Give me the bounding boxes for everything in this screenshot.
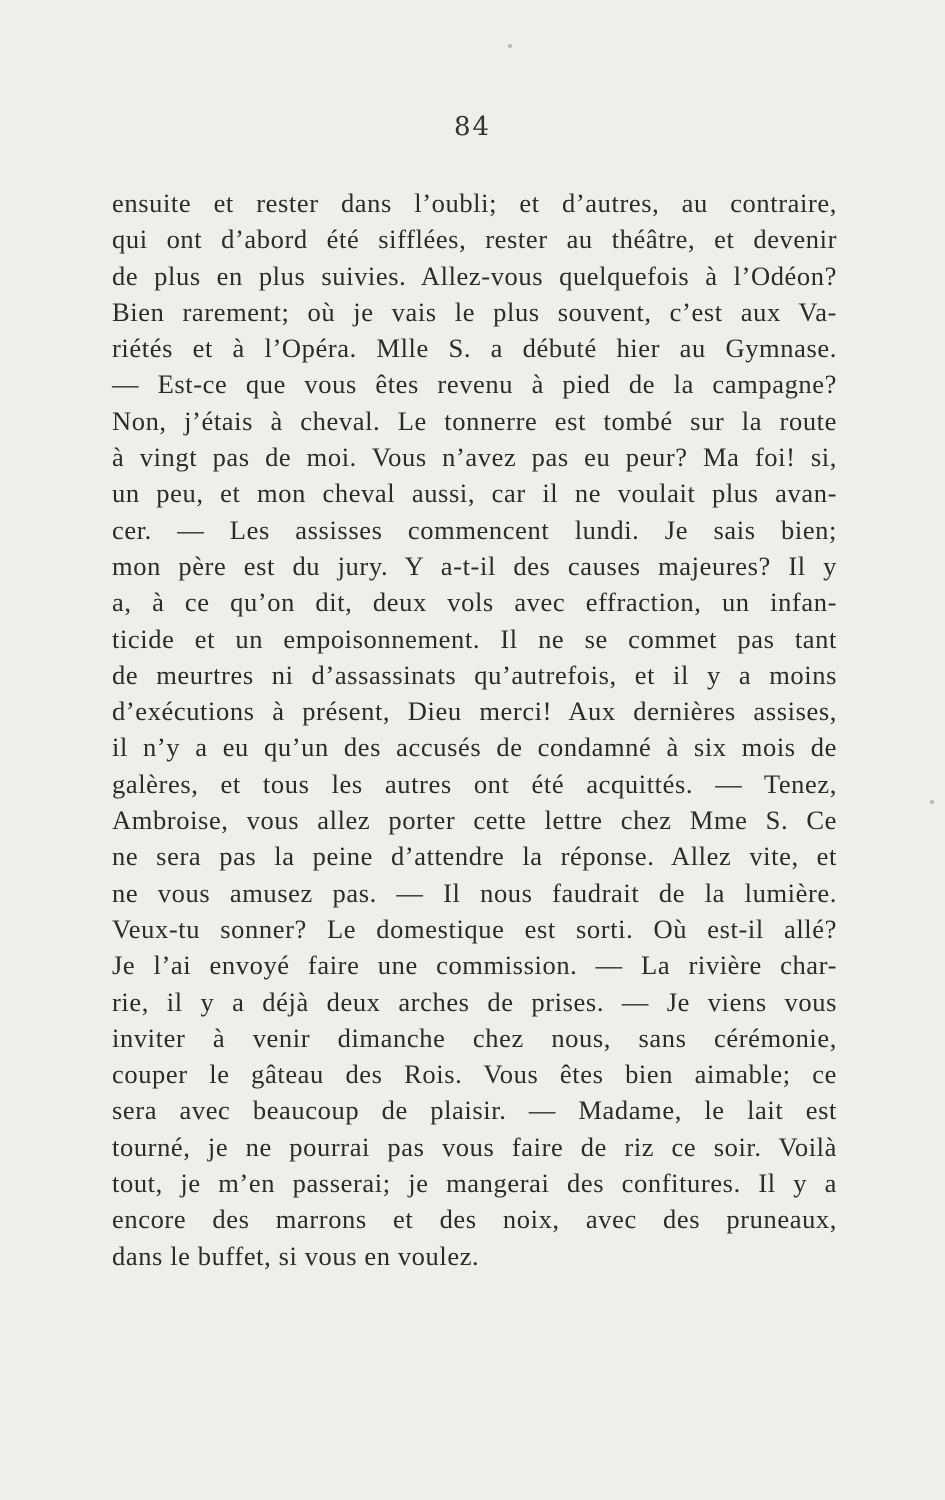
text-line: rie, il y a déjà deux arches de prises. — Je viens vous bbox=[112, 986, 837, 1017]
text-line: de meurtres ni d’assassinats qu’autrefois, et il y a moins bbox=[112, 659, 837, 690]
text-line: riétés et à l’Opéra. Mlle S. a débuté hier au Gymnase. bbox=[112, 333, 837, 364]
text-line: galères, et tous les autres ont été acquittés. — Tenez, bbox=[112, 768, 837, 799]
text-line: d’exécutions à présent, Dieu merci! Aux dernières assises, bbox=[112, 696, 837, 727]
text-line: ensuite et rester dans l’oubli; et d’autres, au contraire, bbox=[112, 188, 837, 218]
text-line: dans le buffet, si vous en voulez. bbox=[112, 1240, 480, 1271]
text-line: qui ont d’abord été sifflées, rester au théâtre, et devenir bbox=[112, 224, 837, 255]
text-line: sera avec beaucoup de plaisir. — Madame, le lait est bbox=[112, 1095, 837, 1126]
text-line: — Est-ce que vous êtes revenu à pied de la campagne? bbox=[112, 369, 837, 400]
text-line: il n’y a eu qu’un des accusés de condamné à six mois de bbox=[112, 732, 837, 763]
text-line: couper le gâteau des Rois. Vous êtes bien aimable; ce bbox=[112, 1059, 837, 1090]
text-line: ticide et un empoisonnement. Il ne se commet pas tant bbox=[112, 623, 837, 654]
text-line: cer. — Les assisses commencent lundi. Je sais bien; bbox=[112, 514, 837, 545]
text-line: mon père est du jury. Y a-t-il des causes majeures? Il y bbox=[112, 550, 837, 581]
text-line: ne sera pas la peine d’attendre la réponse. Allez vite, et bbox=[112, 841, 837, 872]
paper-speck bbox=[508, 44, 512, 48]
text-line: encore des marrons et des noix, avec des pruneaux, bbox=[112, 1204, 837, 1235]
text-line: ne vous amusez pas. — Il nous faudrait de la lumière. bbox=[112, 877, 837, 908]
text-line: à vingt pas de moi. Vous n’avez pas eu peur? Ma foi! si, bbox=[112, 442, 837, 473]
text-line: Non, j’étais à cheval. Le tonnerre est tombé sur la route bbox=[112, 405, 837, 436]
text-line: tourné, je ne pourrai pas vous faire de riz ce soir. Voilà bbox=[112, 1131, 837, 1162]
text-line: inviter à venir dimanche chez nous, sans cérémonie, bbox=[112, 1022, 837, 1053]
text-line: Ambroise, vous allez porter cette lettre chez Mme S. Ce bbox=[112, 805, 837, 836]
text-line: Bien rarement; où je vais le plus souvent, c’est aux Va- bbox=[112, 296, 837, 327]
text-line: Je l’ai envoyé faire une commission. — La rivière char- bbox=[112, 950, 837, 981]
page-number: 84 bbox=[453, 112, 492, 142]
text-line: un peu, et mon cheval aussi, car il ne voulait plus avan- bbox=[112, 478, 837, 509]
text-line: tout, je m’en passerai; je mangerai des confitures. Il y a bbox=[112, 1168, 837, 1199]
text-line: a, à ce qu’on dit, deux vols avec effraction, un infan- bbox=[112, 587, 837, 618]
text-line: Veux-tu sonner? Le domestique est sorti. Où est-il allé? bbox=[112, 913, 837, 944]
body-text bbox=[112, 185, 837, 1274]
paper-speck bbox=[930, 800, 934, 804]
text-line: de plus en plus suivies. Allez-vous quelquefois à l’Odéon? bbox=[112, 260, 837, 291]
